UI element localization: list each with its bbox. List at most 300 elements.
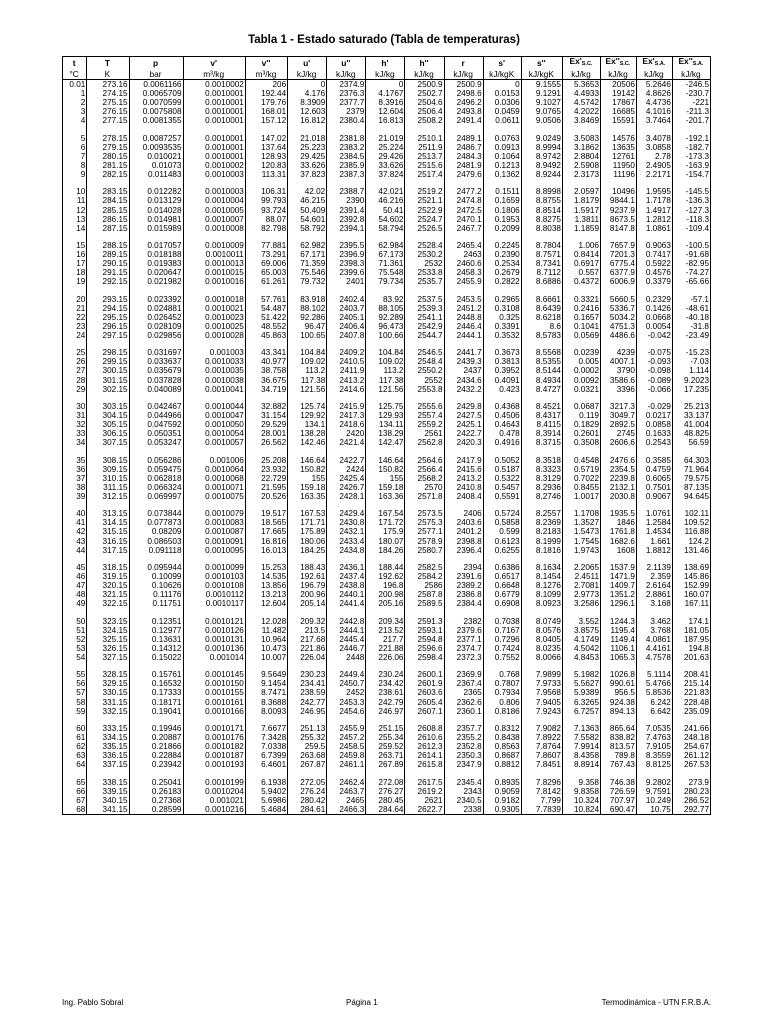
empty-cell	[288, 125, 327, 133]
group-separator	[63, 555, 711, 563]
group-separator	[63, 125, 711, 133]
table-cell: 2440.1	[327, 590, 366, 599]
empty-cell	[87, 286, 129, 294]
table-cell: 0.3508	[562, 438, 600, 447]
table-cell: 767.43	[601, 760, 637, 769]
table-cell: 93.724	[245, 206, 287, 215]
table-row	[63, 617, 711, 626]
table-cell: 0.0010095	[183, 546, 245, 555]
table-cell: 0.011483	[129, 170, 183, 179]
table-cell: 62.982	[288, 241, 327, 250]
empty-cell	[636, 662, 672, 670]
table-cell: 0.5724	[483, 509, 521, 518]
table-row	[63, 707, 711, 716]
table-cell: 0.7807	[483, 679, 521, 688]
table-cell: 0.6779	[483, 590, 521, 599]
table-cell: 0.4506	[483, 411, 521, 420]
table-cell: 2417.3	[327, 411, 366, 420]
table-cell: 206	[245, 80, 287, 90]
table-cell: 2394	[444, 563, 483, 572]
table-cell: 4007.1	[601, 357, 637, 366]
empty-cell	[562, 233, 600, 241]
table-cell: 28	[63, 376, 87, 385]
table-cell: 0.7417	[636, 250, 672, 259]
table-cell: 0.5457	[483, 483, 521, 492]
table-cell: 0.1064	[483, 152, 521, 161]
empty-cell	[601, 716, 637, 724]
table-cell: 22	[63, 313, 87, 322]
table-cell: 82.798	[245, 224, 287, 233]
empty-cell	[183, 608, 245, 616]
table-cell: -192.1	[672, 134, 710, 143]
empty-cell	[672, 662, 710, 670]
empty-cell	[444, 340, 483, 348]
table-cell: 53	[63, 644, 87, 653]
table-cell: 273.9	[672, 778, 710, 787]
table-cell: 113.2	[366, 366, 405, 375]
table-cell: 2564.6	[405, 456, 444, 465]
table-cell: 2500.9	[444, 80, 483, 90]
table-cell: 3.8469	[562, 116, 600, 125]
empty-cell	[601, 179, 637, 187]
empty-cell	[327, 233, 366, 241]
table-cell: 2424	[327, 465, 366, 474]
table-cell: 61.261	[245, 277, 287, 286]
table-cell: 0.25041	[129, 778, 183, 787]
table-cell: 8.5568	[521, 348, 562, 357]
table-cell: 45.863	[245, 331, 287, 340]
table-cell: 175.89	[288, 527, 327, 536]
empty-cell	[288, 179, 327, 187]
column-header	[87, 57, 129, 70]
column-header	[672, 57, 710, 70]
empty-cell	[636, 233, 672, 241]
table-cell: 1.1708	[562, 509, 600, 518]
table-cell: 0.1657	[562, 313, 600, 322]
empty-cell	[405, 662, 444, 670]
empty-cell	[483, 716, 521, 724]
empty-cell	[327, 125, 366, 133]
table-cell: 333.15	[87, 724, 129, 733]
table-cell: 0.0010131	[183, 635, 245, 644]
table-cell: 0.0010047	[183, 411, 245, 420]
table-cell: 4239	[601, 348, 637, 357]
table-cell: 0.0010145	[183, 670, 245, 679]
table-cell: -48.61	[672, 304, 710, 313]
column-unit: kJ/kg	[405, 70, 444, 80]
table-cell: -7.03	[672, 357, 710, 366]
table-cell: 8673.5	[601, 215, 637, 224]
table-cell: 0.9063	[636, 241, 672, 250]
table-cell: 0.9182	[483, 796, 521, 805]
table-cell: 0.0010001	[183, 107, 245, 116]
table-cell: 29	[63, 385, 87, 394]
table-cell: 338.15	[87, 778, 129, 787]
table-cell: 131.46	[672, 546, 710, 555]
table-cell: 9.5649	[245, 670, 287, 679]
table-cell: 0.2965	[483, 295, 521, 304]
table-cell: 2.2171	[636, 170, 672, 179]
table-row	[63, 670, 711, 679]
table-cell: 159.18	[288, 483, 327, 492]
table-row	[63, 537, 711, 546]
table-cell: 304.15	[87, 411, 129, 420]
table-cell: 25	[63, 348, 87, 357]
table-cell: 924.38	[601, 698, 637, 707]
table-cell: 29.426	[366, 152, 405, 161]
table-cell: 8.6886	[521, 277, 562, 286]
table-cell: 8.2936	[521, 483, 562, 492]
table-cell: 0.0239	[562, 348, 600, 357]
column-unit: kJ/kg	[444, 70, 483, 80]
table-cell: 226.04	[288, 653, 327, 662]
table-cell: 0.0061166	[129, 80, 183, 90]
table-row	[63, 465, 711, 474]
empty-cell	[327, 340, 366, 348]
table-cell: 0.0010103	[183, 572, 245, 581]
table-cell: 171.72	[366, 518, 405, 527]
table-cell: 0.2534	[483, 259, 521, 268]
table-cell: 0.0010193	[183, 760, 245, 769]
table-cell: 0.014981	[129, 215, 183, 224]
table-cell: 19	[63, 277, 87, 286]
table-cell: -0.093	[636, 357, 672, 366]
table-cell: 0	[288, 80, 327, 90]
table-cell: 0.059475	[129, 465, 183, 474]
table-cell: 2429.4	[327, 509, 366, 518]
table-cell: 7.0338	[245, 742, 287, 751]
table-cell: 0.9305	[483, 805, 521, 815]
table-cell: 0.0010016	[183, 277, 245, 286]
column-symbol: h''	[419, 57, 429, 68]
table-cell: 8.3715	[521, 438, 562, 447]
table-cell: 2427.5	[444, 411, 483, 420]
table-cell: 128.93	[245, 152, 287, 161]
table-cell: 0.0010002	[183, 161, 245, 170]
table-row	[63, 778, 711, 787]
table-cell: 2345.4	[444, 778, 483, 787]
table-cell: 8.0405	[521, 635, 562, 644]
table-cell: 292.77	[672, 805, 710, 815]
table-cell: 2386.8	[444, 590, 483, 599]
table-cell: 7.9733	[521, 679, 562, 688]
table-cell: -82.95	[672, 259, 710, 268]
table-cell: 329.15	[87, 679, 129, 688]
empty-cell	[245, 716, 287, 724]
table-cell: 0.8186	[483, 707, 521, 716]
column-unit: kJ/kgK	[483, 70, 521, 80]
table-cell: 5.3653	[562, 80, 600, 90]
table-cell: 11	[63, 196, 87, 205]
table-cell: 41.004	[672, 420, 710, 429]
table-cell: 2422.7	[444, 429, 483, 438]
table-cell: 2385.9	[327, 161, 366, 170]
table-cell: 2465	[327, 796, 366, 805]
table-cell: 280.42	[288, 796, 327, 805]
empty-cell	[288, 447, 327, 455]
table-cell: -0.089	[636, 376, 672, 385]
empty-cell	[129, 608, 183, 616]
table-cell: 8.3129	[521, 474, 562, 483]
table-cell: 0.091118	[129, 546, 183, 555]
table-cell: 284.64	[366, 805, 405, 815]
table-cell: 0.0010155	[183, 688, 245, 697]
table-cell: 2406	[444, 509, 483, 518]
table-cell: 8.8125	[636, 760, 672, 769]
table-cell: 14	[63, 224, 87, 233]
table-cell: 0.6917	[562, 259, 600, 268]
table-cell: 2504.6	[405, 98, 444, 107]
table-cell: 2559.2	[405, 420, 444, 429]
table-cell: 0.0913	[483, 143, 521, 152]
table-cell: 0.0010003	[183, 170, 245, 179]
table-cell: 4.176	[288, 89, 327, 98]
table-cell: 5.1982	[562, 670, 600, 679]
table-cell: 2463	[444, 250, 483, 259]
table-cell: 15591	[601, 116, 637, 125]
table-cell: 48.552	[245, 322, 287, 331]
table-cell: 5.5627	[562, 679, 600, 688]
empty-cell	[521, 125, 562, 133]
table-cell: 2.6164	[636, 581, 672, 590]
table-row	[63, 590, 711, 599]
table-cell: 180.07	[366, 537, 405, 546]
table-cell: 1537.9	[601, 563, 637, 572]
table-cell: 8.2746	[521, 492, 562, 501]
empty-cell	[288, 501, 327, 509]
table-cell: 0.0459	[483, 107, 521, 116]
table-row	[63, 742, 711, 751]
empty-cell	[405, 340, 444, 348]
table-cell: 2395.5	[327, 241, 366, 250]
table-cell: 3.552	[562, 617, 600, 626]
table-cell: 8.3559	[636, 751, 672, 760]
table-cell: 60	[63, 724, 87, 733]
empty-cell	[562, 608, 600, 616]
table-cell: 2450.7	[327, 679, 366, 688]
empty-cell	[63, 769, 87, 777]
table-cell: 2605.4	[405, 698, 444, 707]
table-cell: 147.02	[245, 134, 287, 143]
table-cell: 326.15	[87, 644, 129, 653]
table-cell: 2457.2	[327, 733, 366, 742]
column-header	[245, 57, 287, 70]
table-cell: 62	[63, 742, 87, 751]
table-cell: 284.15	[87, 196, 129, 205]
table-cell: 2441.7	[444, 348, 483, 357]
table-cell: 2610.6	[405, 733, 444, 742]
table-cell: 0.2245	[483, 241, 521, 250]
table-cell: 2442.8	[327, 617, 366, 626]
table-cell: 37	[63, 474, 87, 483]
table-cell: 2.0597	[562, 187, 600, 196]
empty-cell	[129, 179, 183, 187]
table-cell: 0.044966	[129, 411, 183, 420]
empty-cell	[129, 716, 183, 724]
table-cell: 308.15	[87, 456, 129, 465]
table-cell: 0.017057	[129, 241, 183, 250]
table-cell: 2403.6	[444, 518, 483, 527]
column-subscript: S.C.	[581, 61, 593, 67]
table-cell: 7657.9	[601, 241, 637, 250]
table-cell: 2612.3	[405, 742, 444, 751]
table-cell: 2422.7	[327, 456, 366, 465]
table-cell: 217.68	[288, 635, 327, 644]
group-separator	[63, 608, 711, 616]
column-symbol: t	[72, 57, 76, 68]
table-cell: 2417.9	[444, 456, 483, 465]
table-cell: 14576	[601, 134, 637, 143]
table-cell: 0.0010204	[183, 787, 245, 796]
table-cell: 2365	[444, 688, 483, 697]
table-cell: 0.0010003	[183, 187, 245, 196]
table-cell: 0.0010025	[183, 322, 245, 331]
table-cell: 312.15	[87, 492, 129, 501]
table-cell: 2601.9	[405, 679, 444, 688]
table-cell: 707.97	[601, 796, 637, 805]
table-cell: 230.23	[288, 670, 327, 679]
table-cell: 2426.7	[327, 483, 366, 492]
table-cell: 0.8312	[483, 724, 521, 733]
table-row	[63, 277, 711, 286]
table-cell: 16685	[601, 107, 637, 116]
table-cell: 0.6517	[483, 572, 521, 581]
empty-cell	[183, 555, 245, 563]
table-cell: 2600.1	[405, 670, 444, 679]
table-cell: 2455.9	[444, 277, 483, 286]
table-row	[63, 348, 711, 357]
table-cell: 894.13	[601, 707, 637, 716]
empty-cell	[521, 769, 562, 777]
table-cell: 16	[63, 250, 87, 259]
empty-cell	[672, 179, 710, 187]
table-cell: -154.7	[672, 170, 710, 179]
empty-cell	[63, 340, 87, 348]
table-cell: -0.098	[636, 366, 672, 375]
empty-cell	[327, 716, 366, 724]
table-cell: 292.15	[87, 277, 129, 286]
table-cell: 9.7591	[636, 787, 672, 796]
table-cell: 9.2023	[672, 376, 710, 385]
table-cell: 205.16	[366, 599, 405, 608]
table-cell: 1.0861	[636, 224, 672, 233]
table-cell: 179.76	[245, 98, 287, 107]
table-cell: 0.8812	[483, 760, 521, 769]
table-cell: 0.7038	[483, 617, 521, 626]
table-cell: 2429.8	[444, 402, 483, 411]
table-cell: 4486.6	[601, 331, 637, 340]
table-cell: 8.7571	[521, 250, 562, 259]
table-cell: 42	[63, 527, 87, 536]
table-cell: 37.824	[366, 170, 405, 179]
table-cell: 0.1806	[483, 206, 521, 215]
table-cell: 8.9492	[521, 161, 562, 170]
table-cell: 66	[63, 787, 87, 796]
column-header	[183, 57, 245, 70]
table-cell: 2458.3	[444, 268, 483, 277]
table-cell: 0.2822	[483, 277, 521, 286]
table-row	[63, 644, 711, 653]
table-cell: 2550.2	[405, 366, 444, 375]
table-cell: 6	[63, 143, 87, 152]
table-cell: 2406.4	[327, 322, 366, 331]
table-cell: 0.0010001	[183, 143, 245, 152]
table-row	[63, 357, 711, 366]
table-cell: 278.15	[87, 134, 129, 143]
table-cell: 8.5783	[521, 331, 562, 340]
table-cell: 50.41	[366, 206, 405, 215]
table-cell: 276.24	[288, 787, 327, 796]
empty-cell	[483, 340, 521, 348]
table-cell: 196.8	[366, 581, 405, 590]
empty-cell	[245, 340, 287, 348]
table-cell: 20	[63, 295, 87, 304]
table-cell: 217.7	[366, 635, 405, 644]
table-cell: 0.040089	[129, 385, 183, 394]
empty-cell	[327, 608, 366, 616]
table-cell: 10.824	[562, 805, 600, 815]
empty-cell	[183, 394, 245, 402]
table-cell: 0.0010091	[183, 537, 245, 546]
table-cell: 2449.4	[327, 670, 366, 679]
table-cell: 0.3532	[483, 331, 521, 340]
table-cell: 321.15	[87, 590, 129, 599]
empty-cell	[327, 555, 366, 563]
empty-cell	[405, 501, 444, 509]
table-cell: 3217.3	[601, 402, 637, 411]
table-cell: 92.289	[366, 313, 405, 322]
table-cell: 286.15	[87, 215, 129, 224]
table-cell: 37.823	[288, 170, 327, 179]
column-symbol: Ex'	[569, 56, 582, 66]
table-cell: 8.9994	[521, 143, 562, 152]
empty-cell	[562, 716, 600, 724]
table-cell: 2557.4	[405, 411, 444, 420]
empty-cell	[636, 501, 672, 509]
table-cell: 138.28	[288, 429, 327, 438]
table-cell: 3586.6	[601, 376, 637, 385]
table-cell: 59	[63, 707, 87, 716]
table-cell: 0.0010071	[183, 483, 245, 492]
table-cell: 8.6661	[521, 295, 562, 304]
table-cell: 2441.4	[327, 599, 366, 608]
table-cell: 65	[63, 778, 87, 787]
table-cell: 290.15	[87, 259, 129, 268]
table-cell: 334.15	[87, 733, 129, 742]
table-cell: 0.5322	[483, 474, 521, 483]
table-cell: 30	[63, 402, 87, 411]
saturated-state-table	[62, 56, 711, 815]
table-row	[63, 796, 711, 805]
table-cell: 2553.8	[405, 385, 444, 394]
table-cell: 1065.3	[601, 653, 637, 662]
table-cell: -246.5	[672, 80, 710, 90]
table-cell: 0.023392	[129, 295, 183, 304]
table-cell: 58.792	[288, 224, 327, 233]
table-cell: 0.2099	[483, 224, 521, 233]
table-cell: 2608.8	[405, 724, 444, 733]
header-unit-row	[63, 70, 711, 80]
table-cell: 2.359	[636, 572, 672, 581]
table-cell: 1106.1	[601, 644, 637, 653]
table-cell: -15.23	[672, 348, 710, 357]
table-cell: 2448.8	[444, 313, 483, 322]
table-cell: 1.2812	[636, 215, 672, 224]
empty-cell	[444, 394, 483, 402]
table-cell: 0.6065	[636, 474, 672, 483]
table-cell: 2391.4	[327, 206, 366, 215]
column-unit: K	[87, 70, 129, 80]
